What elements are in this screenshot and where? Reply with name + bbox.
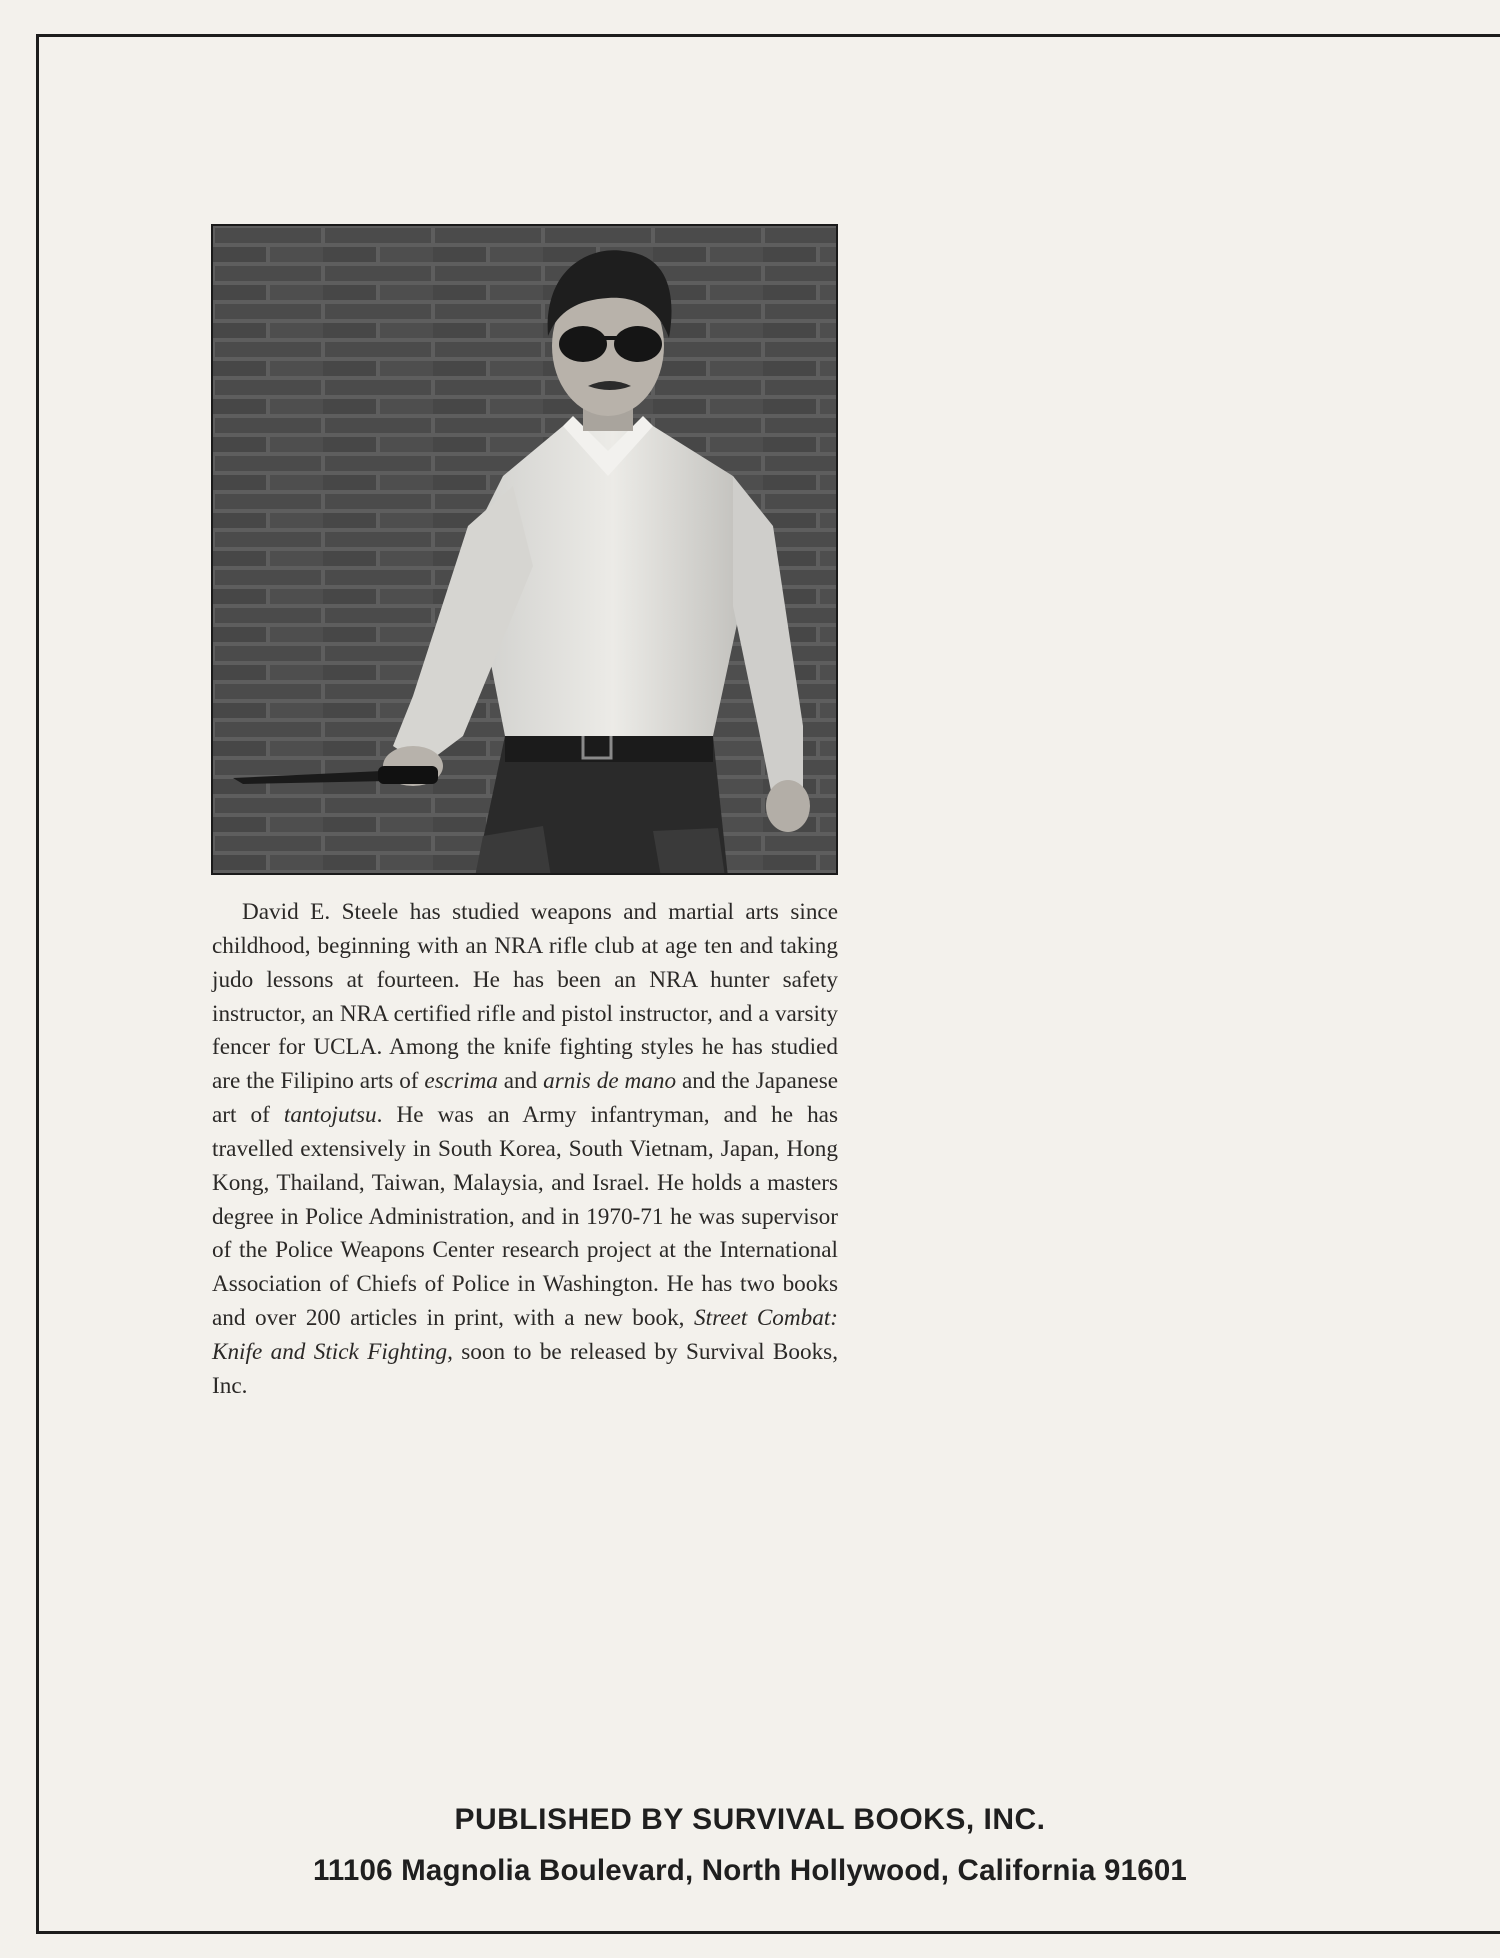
bio-text-3: . He was an Army infantryman, and he has travelled extensively in South Korea, South Vietnam, Japan, Hong Kong, Thailand, Taiwan, Malaysia, and Israel. He holds a masters degree in Police Administration, and in 1970-71 he was supervisor of the Police Weapons Center research project at the International Association of Chiefs of Police in Washington. He has two books and over 200 articles in print, with a new book,: [212, 1102, 838, 1332]
publisher-name: PUBLISHED BY SURVIVAL BOOKS, INC.: [454, 1803, 1046, 1836]
bio-text-1: David E. Steele has studied weapons and martial arts since childhood, beginning with an NRA rifle club at age ten and taking judo lessons at fourteen. He has been an NRA hunter safety instructor, an NRA certified rifle and pistol instructor, and a varsity fencer for UCLA. Among the knife fighting styles he has studied are the Filipino arts of: [212, 899, 838, 1095]
author-bio: [212, 896, 838, 1404]
bio-text-and: and: [497, 1068, 544, 1095]
bio-term-escrima: escrima: [424, 1068, 498, 1095]
bio-term-tantojutsu: tantojutsu: [283, 1102, 377, 1129]
author-photo: [211, 224, 838, 875]
bio-book-title: Street Combat: Knife and Stick Fighting,: [212, 1305, 838, 1365]
bio-text-4: soon to be released by Survival Books, Inc.: [212, 1338, 838, 1399]
bio-text-2: and the Japanese art of: [212, 1068, 839, 1129]
publisher-address: 11106 Magnolia Boulevard, North Hollywood, California 91601: [312, 1854, 1188, 1887]
bio-term-arnis: arnis de mano: [543, 1068, 677, 1095]
